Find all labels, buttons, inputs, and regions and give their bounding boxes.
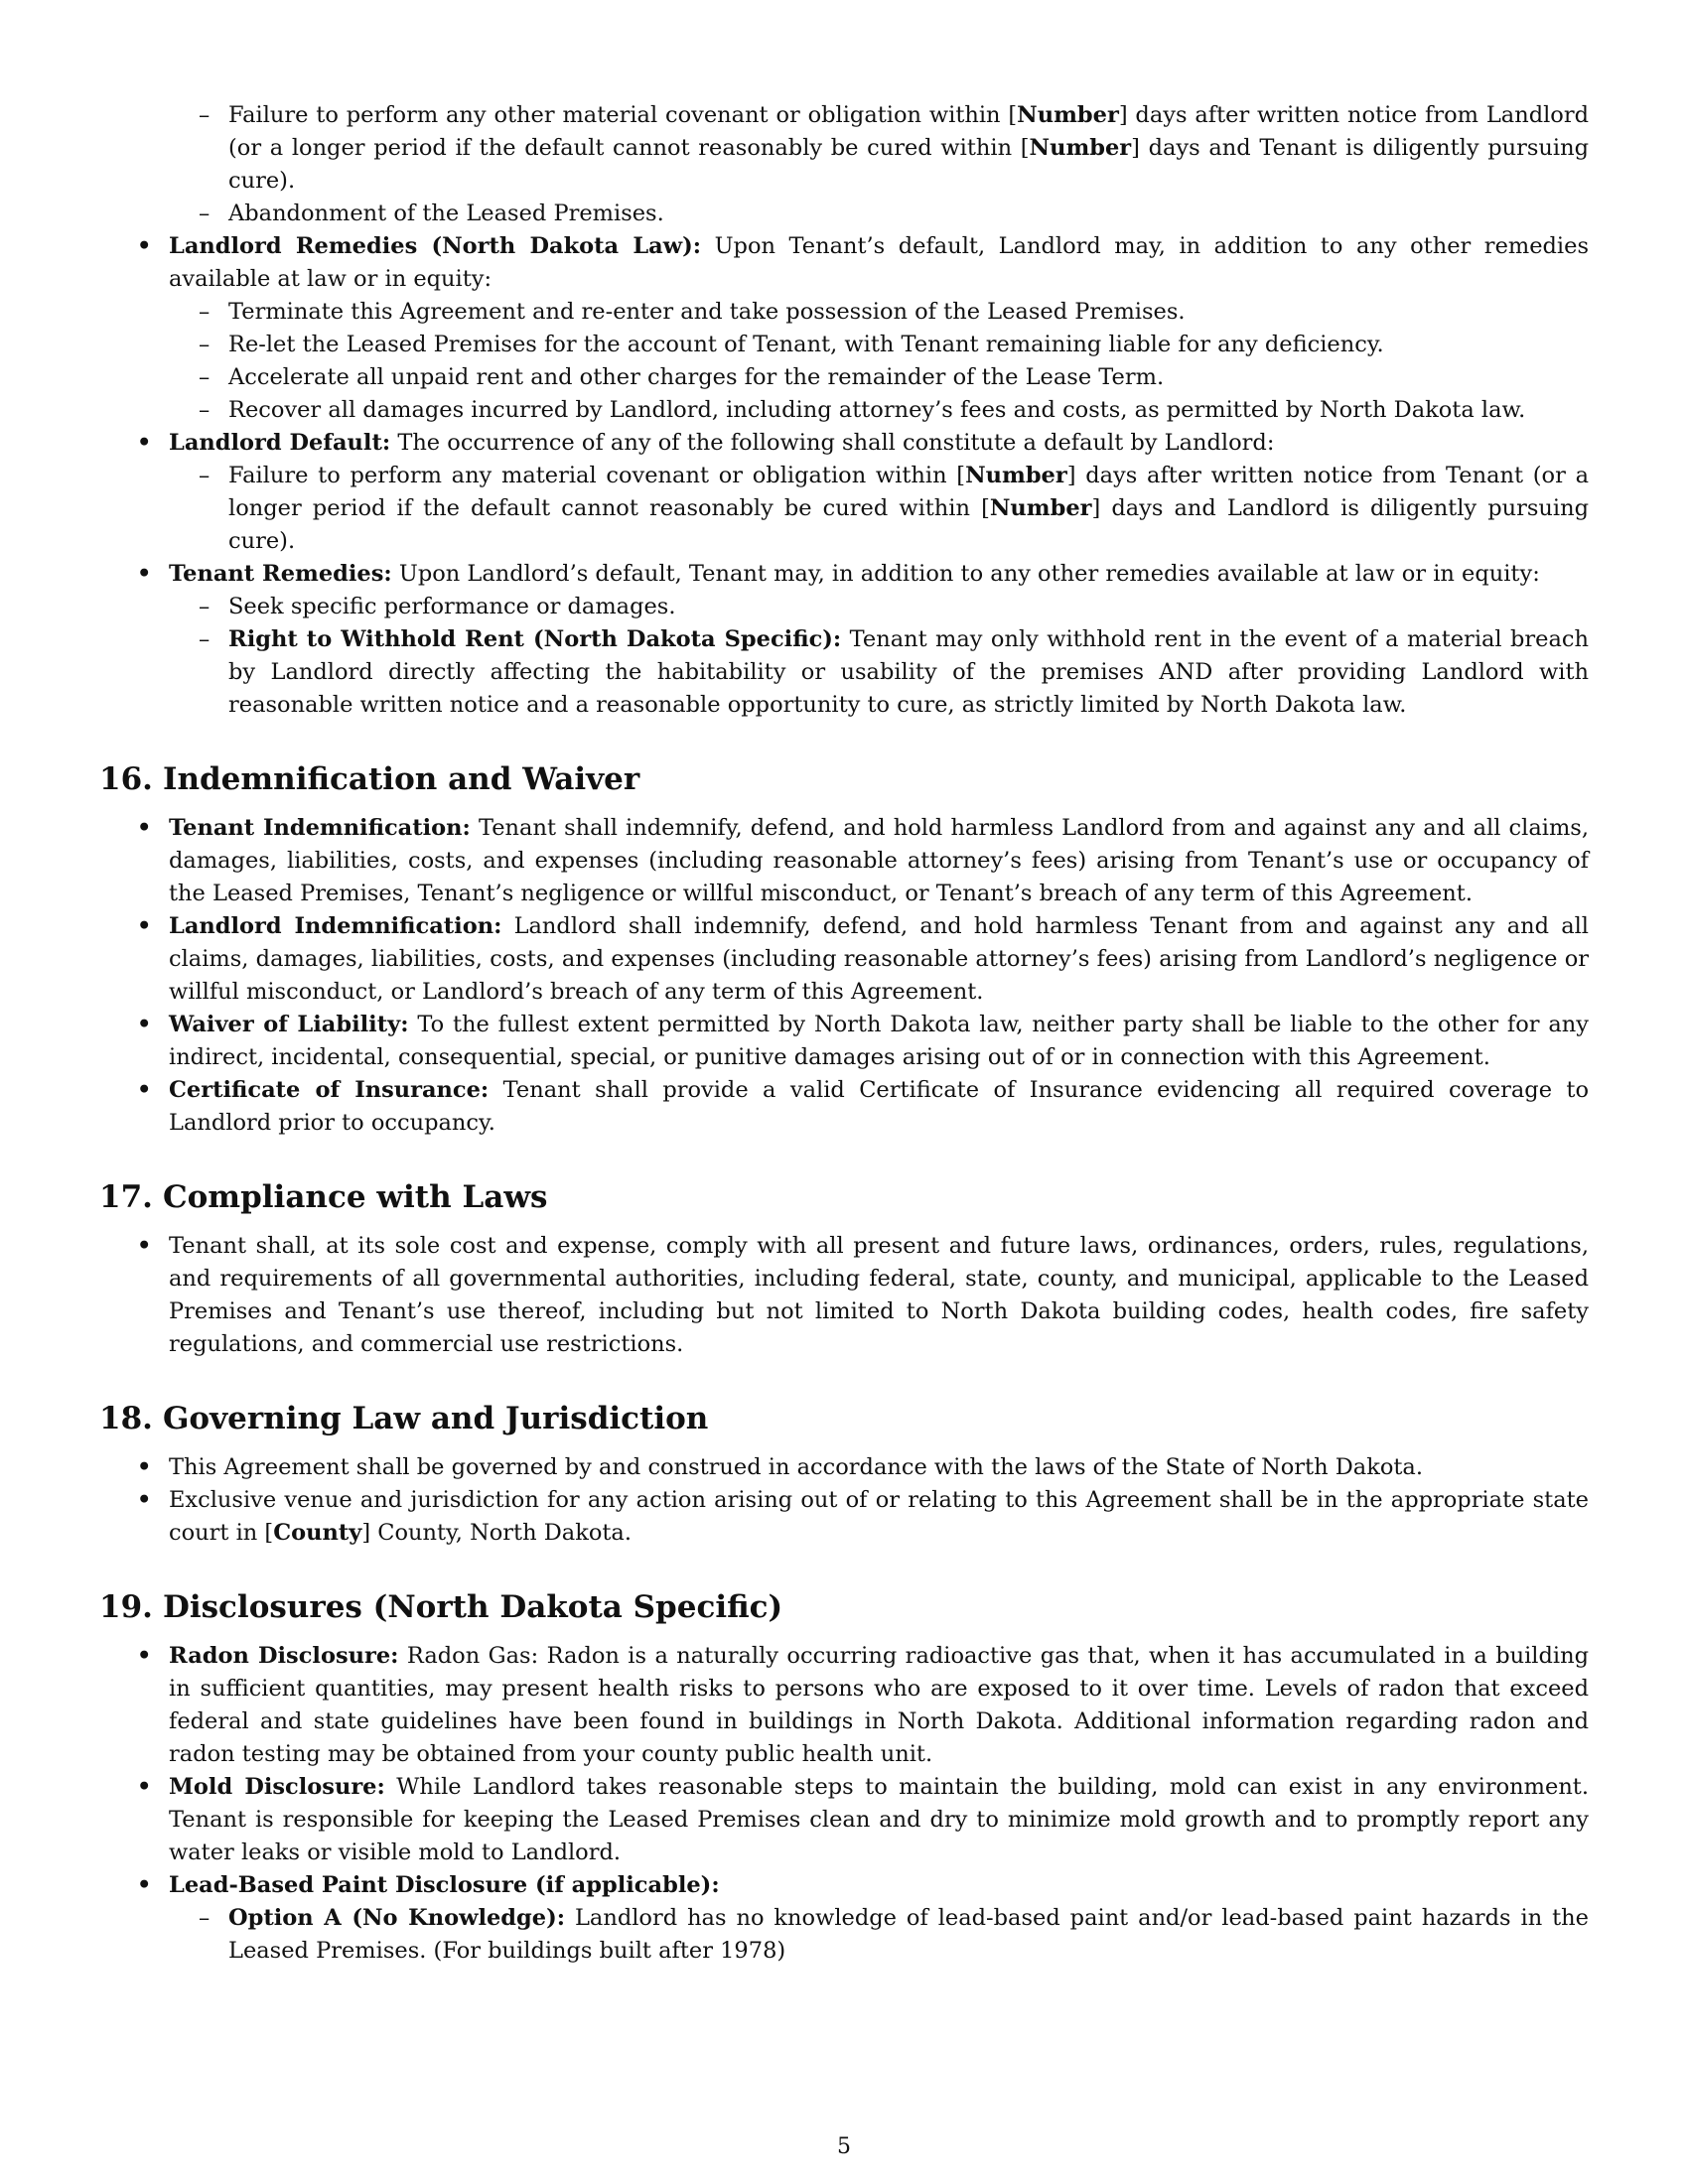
bullet-marker: • — [137, 1077, 152, 1103]
section-16-heading: 16. Indemnification and Waiver — [99, 761, 640, 797]
dash-marker: – — [199, 364, 211, 390]
list-item: – Option A (No Knowledge): Landlord has no knowledge of lead-based paint and/or lead-based paint hazards in the Leased Premises. (For buildings built after 1978) — [99, 1902, 1589, 1968]
bullet-marker: • — [137, 233, 152, 259]
radon-disclosure-item: • Radon Disclosure: Radon Gas: Radon is a naturally occurring radioactive gas that, when it has accumulated in a building in sufficient quantities, may present health risks to persons who are exposed to it over time. Levels of radon that exceed federal and state guidelines have been found in buildings in North Dakota. Additional information regarding radon and radon testing may be obtained from your county public health unit. — [99, 1640, 1589, 1771]
bullet-marker: • — [137, 430, 152, 456]
list-item: – Failure to perform any other material covenant or obligation within [Number] days after written notice from Landlord (or a longer period if the default cannot reasonably be cured within [Number] days and Tenant is diligently pursuing cure). — [99, 99, 1589, 198]
bullet-marker: • — [137, 815, 152, 841]
list-item: – Abandonment of the Leased Premises. — [99, 198, 1589, 230]
bullet-marker: • — [137, 913, 152, 939]
list-item: – Accelerate all unpaid rent and other charges for the remainder of the Lease Term. — [99, 361, 1589, 394]
dash-marker: – — [199, 332, 211, 357]
list-item: • Landlord Indemnification: Landlord shall indemnify, defend, and hold harmless Tenant from and against any and all claims, damages, liabilities, costs, and expenses (including reasonable attorney’s fees) arising from Landlord’s negligence or willful misconduct, or Landlord’s breach of any term of this Agreement. — [99, 910, 1589, 1009]
list-item: – Seek specific performance or damages. — [99, 591, 1589, 623]
list-item: – Failure to perform any material covenant or obligation within [Number] days after written notice from Tenant (or a longer period if the default cannot reasonably be cured within [Number] days and Landlord is diligently pursuing cure). — [99, 460, 1589, 558]
dash-marker: – — [199, 299, 211, 325]
dash-marker: – — [199, 463, 211, 488]
list-item: – Recover all damages incurred by Landlord, including attorney’s fees and costs, as permitted by North Dakota law. — [99, 394, 1589, 427]
dash-marker: – — [199, 626, 211, 652]
mold-disclosure-item: • Mold Disclosure: While Landlord takes reasonable steps to maintain the building, mold can exist in any environment. Tenant is responsible for keeping the Leased Premises clean and dry to minimize mold growth and to promptly report any water leaks or visible mold to Landlord. — [99, 1771, 1589, 1869]
list-item: – Terminate this Agreement and re-enter and take possession of the Leased Premises. — [99, 296, 1589, 329]
section-18-heading: 18. Governing Law and Jurisdiction — [99, 1401, 709, 1436]
bullet-marker: • — [137, 1233, 152, 1259]
list-item: • This Agreement shall be governed by and construed in accordance with the laws of the State of North Dakota. — [99, 1451, 1589, 1484]
dash-marker: – — [199, 201, 211, 226]
landlord-remedies-item: • Landlord Remedies (North Dakota Law): Upon Tenant’s default, Landlord may, in addition to any other remedies available at law or in equity: — [99, 230, 1589, 296]
list-item: – Right to Withhold Rent (North Dakota Specific): Tenant may only withhold rent in the event of a material breach by Landlord directly affecting the habitability or usability of the premises AND after providing Landlord with reasonable written notice and a reasonable opportunity to cure, as strictly limited by North Dakota law. — [99, 623, 1589, 722]
document-body — [99, 99, 1589, 1968]
bullet-marker: • — [137, 1487, 152, 1513]
list-item: • Tenant shall, at its sole cost and expense, comply with all present and future laws, ordinances, orders, rules, regulations, and requirements of all governmental authorities, including federal, state, county, and municipal, applicable to the Leased Premises and Tenant’s use thereof, including but not limited to North Dakota building codes, health codes, fire safety regulations, and commercial use restrictions. — [99, 1230, 1589, 1361]
bullet-marker: • — [137, 561, 152, 587]
list-item: • Exclusive venue and jurisdiction for any action arising out of or relating to this Agreement shall be in the appropriate state court in [County] County, North Dakota. — [99, 1484, 1589, 1550]
section-17-heading: 17. Compliance with Laws — [99, 1179, 548, 1215]
bullet-marker: • — [137, 1643, 152, 1669]
page-number: 5 — [837, 2134, 851, 2159]
list-item: • Tenant Indemnification: Tenant shall indemnify, defend, and hold harmless Landlord from and against any and all claims, damages, liabilities, costs, and expenses (including reasonable attorney’s fees) arising from Tenant’s use or occupancy of the Leased Premises, Tenant’s negligence or willful misconduct, or Tenant’s breach of any term of this Agreement. — [99, 812, 1589, 910]
landlord-default-item: • Landlord Default: The occurrence of any of the following shall constitute a default by Landlord: — [99, 427, 1589, 460]
dash-marker: – — [199, 1905, 211, 1931]
list-item: • Certificate of Insurance: Tenant shall provide a valid Certificate of Insurance evidencing all required coverage to Landlord prior to occupancy. — [99, 1074, 1589, 1140]
bullet-marker: • — [137, 1454, 152, 1480]
section-19-heading: 19. Disclosures (North Dakota Specific) — [99, 1589, 783, 1625]
dash-marker: – — [199, 397, 211, 423]
lead-paint-disclosure-item: • Lead-Based Paint Disclosure (if applicable): — [99, 1869, 1589, 1902]
list-item: • Waiver of Liability: To the fullest extent permitted by North Dakota law, neither party shall be liable to the other for any indirect, incidental, consequential, special, or punitive damages arising out of or in connection with this Agreement. — [99, 1009, 1589, 1074]
dash-marker: – — [199, 102, 211, 128]
dash-marker: – — [199, 594, 211, 619]
bullet-marker: • — [137, 1774, 152, 1800]
bullet-marker: • — [137, 1872, 152, 1898]
list-item: – Re-let the Leased Premises for the account of Tenant, with Tenant remaining liable for any deficiency. — [99, 329, 1589, 361]
tenant-remedies-item: • Tenant Remedies: Upon Landlord’s default, Tenant may, in addition to any other remedies available at law or in equity: — [99, 558, 1589, 591]
bullet-marker: • — [137, 1012, 152, 1037]
